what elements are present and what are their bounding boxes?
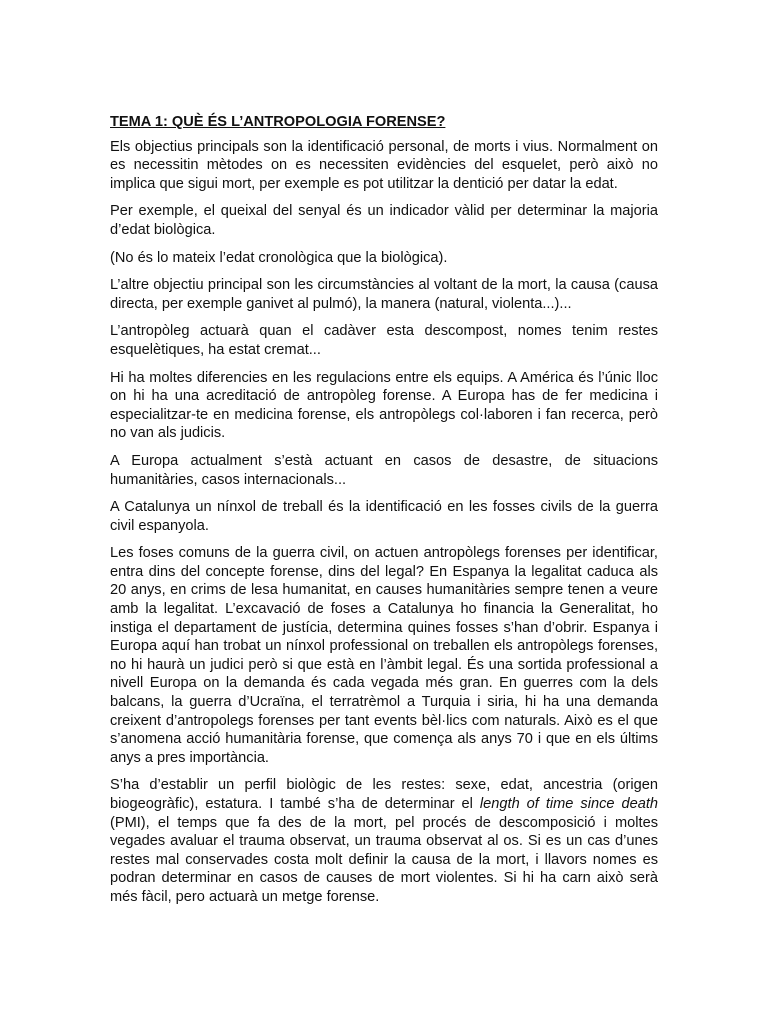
paragraph-regulations: Hi ha moltes diferencies en les regulacions entre els equips. A América és l’únic lloc on hi ha una acreditació de antropòleg forense. A Europa has de fer medicina i especialitzar-te en medicina forense, els antropòlegs col·laboren i fan recerca, però no van als judicis. <box>110 369 658 442</box>
paragraph-catalonia: A Catalunya un nínxol de treball és la identificació en les fosses civils de la guerra civil espanyola. <box>110 499 658 534</box>
biological-profile-text-2: (PMI), el temps que fa des de la mort, pel procés de descomposició i moltes vegades avaluar el trauma observat, un trauma observat al os. Si es un cas d’unes restes mal conservades costa molt definir la causa de la mort, i llavors nomes es podran determinar en casos de causes de mort violentes. Si hi ha carn això serà més fàcil, pero actuarà un metge forense. <box>110 814 658 905</box>
paragraph-europe: A Europa actualment s’està actuant en casos de desastre, de situacions humanitàries, casos internacionals... <box>110 452 658 488</box>
paragraph-age-note: (No és lo mateix l’edat cronològica que la biològica). <box>110 249 448 266</box>
biological-profile-italic: length of time since death <box>479 796 658 812</box>
paragraph-mass-graves: Les foses comuns de la guerra civil, on actuen antropòlegs forenses per identificar, entra dins del concepte forense, dins del legal? En Espanya la legalitat caduca als 20 anys, en crims de lesa humanitat, en causes humanitàries sempre tenen a veure amb la legalitat. L’excavació de foses a Catalunya ho financia la Generalitat, ho instiga el departament de justícia, determina quines fosses s’han d’obrir. Espanya i Europa aquí han trobat un nínxol professional on treballen els antropòlegs forenses, no hi haurà un judici però si que està en l’àmbit legal. És una sortida professional a nivell Europa on la demanda és cada vegada més gran. En guerres com la dels balcans, la guerra d’Ucraïna, el terratrèmol a Turquia i siria, hi ha una demanda creixent d’antropolegs forenses per tant events bèl·lics com naturals. Això es el que s’anomena acció humanitària forense, que comença als anys 70 i que en els últims anys a pres importància. <box>110 545 658 766</box>
paragraph-circumstances: L’altre objectiu principal son les circumstàncies al voltant de la mort, la causa (causa directa, per exemple ganivet al pulmó), la manera (natural, violenta...)... <box>110 277 658 312</box>
paragraph-objectives: Els objectius principals son la identificació personal, de morts i vius. Normalment on es necessitin mètodes on es necessiten evidències del esquelet, però això no implica que sigui mort, per exemple es pot utilitzar la dentició per datar la edat. <box>110 138 658 192</box>
paragraph-anthropologist-role: L’antropòleg actuarà quan el cadàver esta descompost, nomes tenim restes esquelètiques, ha estat cremat... <box>110 323 658 358</box>
biological-profile-text-1: S’ha d’establir un perfil biològic de les restes: sexe, edat, ancestria (origen biogeogràfic), estatura. I també s’ha de determinar el <box>110 777 658 812</box>
paragraph-wisdom-tooth: Per exemple, el queixal del senyal és un indicador vàlid per determinar la majoria d’edat biològica. <box>110 203 658 238</box>
document-page <box>110 113 658 916</box>
paragraph-biological-profile <box>110 776 658 906</box>
document-title: TEMA 1: QUÈ ÉS L’ANTROPOLOGIA FORENSE? <box>110 114 446 130</box>
